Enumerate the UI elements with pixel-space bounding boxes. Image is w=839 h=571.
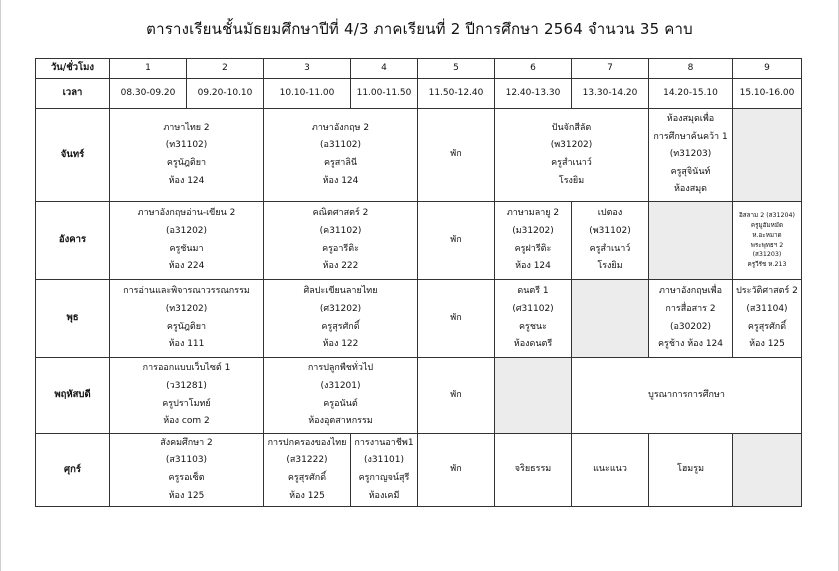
class-code: (ส31104) bbox=[746, 303, 788, 314]
class-subject: สังคมศึกษา 2 bbox=[160, 437, 213, 448]
class-subject: การอ่านและพิจารณาวรรณกรรม bbox=[123, 286, 250, 297]
class-cell bbox=[264, 434, 351, 507]
class-subject: การสื่อสาร 2 bbox=[665, 303, 716, 314]
class-room: ห้อง 124 bbox=[168, 175, 205, 186]
class-cell bbox=[495, 109, 649, 202]
time-slot: 11.50-12.40 bbox=[418, 79, 495, 109]
class-teacher: ครูชันมา bbox=[169, 243, 204, 254]
period-number: 5 bbox=[418, 59, 495, 79]
time-label: เวลา bbox=[36, 79, 110, 109]
class-room: ห้องสมุด bbox=[673, 184, 707, 195]
class-subject: ศิลปะเขียนลายไทย bbox=[303, 286, 378, 297]
class-room: ห้อง 222 bbox=[322, 261, 359, 272]
class-teacher: ครูรอเซ็ต bbox=[168, 473, 205, 483]
class-teacher: ครูอารีติะ bbox=[322, 243, 359, 254]
class-room: ห.อะหมาด bbox=[752, 231, 782, 239]
time-slot: 08.30-09.20 bbox=[110, 79, 187, 109]
day-row-wednesday bbox=[36, 280, 802, 358]
time-slot: 11.00-11.50 bbox=[351, 79, 418, 109]
day-label: จันทร์ bbox=[36, 109, 110, 202]
timetable bbox=[35, 58, 802, 507]
day-row-thursday bbox=[36, 358, 802, 434]
class-code: (ท31102) bbox=[165, 140, 208, 151]
class-code: (ศ31202) bbox=[319, 303, 362, 314]
class-teacher: ครูอนันต์ bbox=[323, 398, 358, 409]
lunch-break: พัก bbox=[418, 109, 495, 202]
class-cell bbox=[649, 109, 733, 202]
class-subject: พระพุทธฯ 2 bbox=[750, 241, 784, 249]
class-room: โรงยิม bbox=[597, 261, 623, 272]
empty-cell bbox=[733, 109, 802, 202]
time-slot: 09.20-10.10 bbox=[187, 79, 264, 109]
class-code: (ส31103) bbox=[165, 455, 208, 466]
class-teacher: ครูสุรศักดิ์ bbox=[747, 321, 787, 332]
class-cell bbox=[733, 280, 802, 358]
class-subject: ภาษาอังกฤษอ่าน-เขียน 2 bbox=[137, 208, 236, 219]
class-room: ห้อง 122 bbox=[322, 339, 359, 350]
class-cell bbox=[110, 358, 264, 434]
class-subject: การปกครองของไทย bbox=[267, 437, 347, 448]
class-subject: การปลูกพืชทั่วไป bbox=[307, 363, 374, 374]
class-room: ห้อง 124 bbox=[515, 261, 551, 272]
class-code: (พ31202) bbox=[550, 140, 593, 151]
class-room: ห้อง 125 bbox=[168, 490, 205, 501]
class-code: (ส31203) bbox=[752, 251, 782, 259]
class-cell bbox=[495, 280, 572, 358]
class-room: ห้อง com 2 bbox=[163, 416, 210, 427]
page-left-edge bbox=[0, 0, 1, 571]
period-row bbox=[36, 59, 802, 79]
class-cell bbox=[110, 202, 264, 280]
class-teacher: ครูวีรัช ห.213 bbox=[747, 261, 787, 268]
integrated-learning-cell: บูรณาการการศึกษา bbox=[572, 358, 802, 434]
period-number: 7 bbox=[572, 59, 649, 79]
empty-cell bbox=[733, 434, 802, 507]
class-code: (ส31222) bbox=[286, 455, 328, 466]
day-label: อังคาร bbox=[36, 202, 110, 280]
class-cell bbox=[110, 109, 264, 202]
lunch-break: พัก bbox=[418, 202, 495, 280]
class-subject: เปตอง bbox=[597, 208, 623, 219]
class-subject: การงานอาชีพ1 bbox=[354, 437, 414, 448]
class-room: ห้องอุตสาหกรรม bbox=[308, 416, 373, 427]
class-subject: ภาษาอังกฤษเพื่อ bbox=[658, 286, 723, 297]
class-subject: ภาษาอังกฤษ 2 bbox=[311, 122, 370, 133]
class-room: ห้องดนตรี bbox=[513, 339, 553, 350]
period-number: 8 bbox=[649, 59, 733, 79]
day-label: ศุกร์ bbox=[36, 434, 110, 507]
class-code: (อ30202) bbox=[669, 321, 712, 332]
class-code: (ว31281) bbox=[166, 380, 207, 391]
lunch-break: พัก bbox=[418, 434, 495, 507]
period-number: 6 bbox=[495, 59, 572, 79]
period-number: 2 bbox=[187, 59, 264, 79]
class-subject: ประวัติศาสตร์ 2 bbox=[736, 286, 798, 297]
lunch-break: พัก bbox=[418, 280, 495, 358]
class-cell bbox=[110, 434, 264, 507]
period-number: 3 bbox=[264, 59, 351, 79]
page-title: ตารางเรียนชั้นมัธยมศึกษาปีที่ 4/3 ภาคเรียนที่ 2 ปีการศึกษา 2564 จำนวน 35 คาบ bbox=[146, 20, 693, 38]
class-cell bbox=[264, 202, 418, 280]
time-slot: 12.40-13.30 bbox=[495, 79, 572, 109]
class-room: ห้อง 125 bbox=[749, 339, 785, 350]
class-teacher: ครูสุจินันท์ bbox=[670, 166, 711, 177]
class-room: ห้องเคมี bbox=[368, 490, 400, 501]
class-teacher: ครูปราโมทย์ bbox=[162, 398, 211, 409]
class-cell bbox=[264, 109, 418, 202]
class-subject: ห้องสมุดเพื่อ bbox=[666, 114, 715, 125]
empty-cell bbox=[495, 358, 572, 434]
time-slot: 14.20-15.10 bbox=[649, 79, 733, 109]
class-teacher: ครูนัฎติยา bbox=[166, 321, 207, 332]
time-row bbox=[36, 79, 802, 109]
class-subject: คณิตศาสตร์ 2 bbox=[312, 208, 369, 219]
class-code: (ง31201) bbox=[320, 380, 361, 391]
class-code: (อ31202) bbox=[165, 225, 208, 236]
class-subject: ปันจักสีลัต bbox=[551, 122, 592, 133]
class-cell bbox=[264, 358, 418, 434]
day-row-monday bbox=[36, 109, 802, 202]
class-code: (อ31102) bbox=[319, 140, 362, 151]
ethics-cell: จริยธรรม bbox=[495, 434, 572, 507]
day-row-friday bbox=[36, 434, 802, 507]
class-subject: การศึกษาค้นคว้า 1 bbox=[653, 131, 728, 142]
homeroom-cell: โฮมรูม bbox=[649, 434, 733, 507]
class-subject: การออกแบบเว็บไซต์ 1 bbox=[142, 363, 231, 374]
empty-cell bbox=[649, 202, 733, 280]
lunch-break: พัก bbox=[418, 358, 495, 434]
time-slot: 10.10-11.00 bbox=[264, 79, 351, 109]
class-teacher: ครูช้าง ห้อง 124 bbox=[657, 339, 724, 350]
class-code: (ท31203) bbox=[669, 149, 712, 160]
class-room: ห้อง 124 bbox=[322, 175, 359, 186]
class-code: (ม31202) bbox=[512, 225, 554, 236]
class-teacher: ครูสาลินี bbox=[323, 158, 358, 168]
period-number: 4 bbox=[351, 59, 418, 79]
class-code: (พ31102) bbox=[589, 225, 631, 236]
class-cell bbox=[649, 280, 733, 358]
class-teacher: ครูสำเนาว์ bbox=[551, 158, 592, 168]
class-teacher: ครูสำเนาว์ bbox=[589, 243, 631, 254]
day-row-tuesday bbox=[36, 202, 802, 280]
class-teacher: ครูกาญจน์สุรี bbox=[358, 473, 410, 483]
period-number: 9 bbox=[733, 59, 802, 79]
class-code: (ท31202) bbox=[165, 303, 208, 314]
class-subject: ภาษามลายู 2 bbox=[506, 208, 560, 219]
class-subject: ดนตรี 1 bbox=[517, 286, 549, 297]
class-room: ห้อง 224 bbox=[168, 261, 205, 272]
class-code: (ค31102) bbox=[319, 225, 362, 236]
class-cell bbox=[264, 280, 418, 358]
class-cell bbox=[351, 434, 418, 507]
class-teacher: ครูฝารีติะ bbox=[514, 243, 552, 254]
period-number: 1 bbox=[110, 59, 187, 79]
day-label: พุธ bbox=[36, 280, 110, 358]
class-code: (ศ31102) bbox=[512, 303, 554, 314]
class-code: (ง31101) bbox=[363, 455, 405, 466]
class-teacher: ครูมูฮัมหมัด bbox=[750, 222, 784, 229]
class-teacher: ครูสุรศักดิ์ bbox=[287, 473, 327, 483]
time-slot: 15.10-16.00 bbox=[733, 79, 802, 109]
class-room: ห้อง 125 bbox=[289, 490, 325, 501]
class-room: ห้อง 111 bbox=[168, 339, 205, 350]
class-cell bbox=[572, 202, 649, 280]
day-label: พฤหัสบดี bbox=[36, 358, 110, 434]
guidance-cell: แนะแนว bbox=[572, 434, 649, 507]
class-subject: ภาษาไทย 2 bbox=[163, 122, 210, 133]
time-slot: 13.30-14.20 bbox=[572, 79, 649, 109]
class-teacher: ครูนัฎติยา bbox=[166, 158, 207, 168]
empty-cell bbox=[572, 280, 649, 358]
class-teacher: ครูสุรศักดิ์ bbox=[321, 321, 360, 332]
class-subject: อิสลาม 2 (ส31204) bbox=[739, 212, 795, 220]
class-cell bbox=[495, 202, 572, 280]
class-room: โรงยิม bbox=[558, 175, 585, 186]
class-cell bbox=[110, 280, 264, 358]
corner-label: วัน/ชั่วโมง bbox=[36, 59, 110, 79]
class-cell bbox=[733, 202, 802, 280]
class-teacher: ครูชนะ bbox=[519, 321, 547, 332]
